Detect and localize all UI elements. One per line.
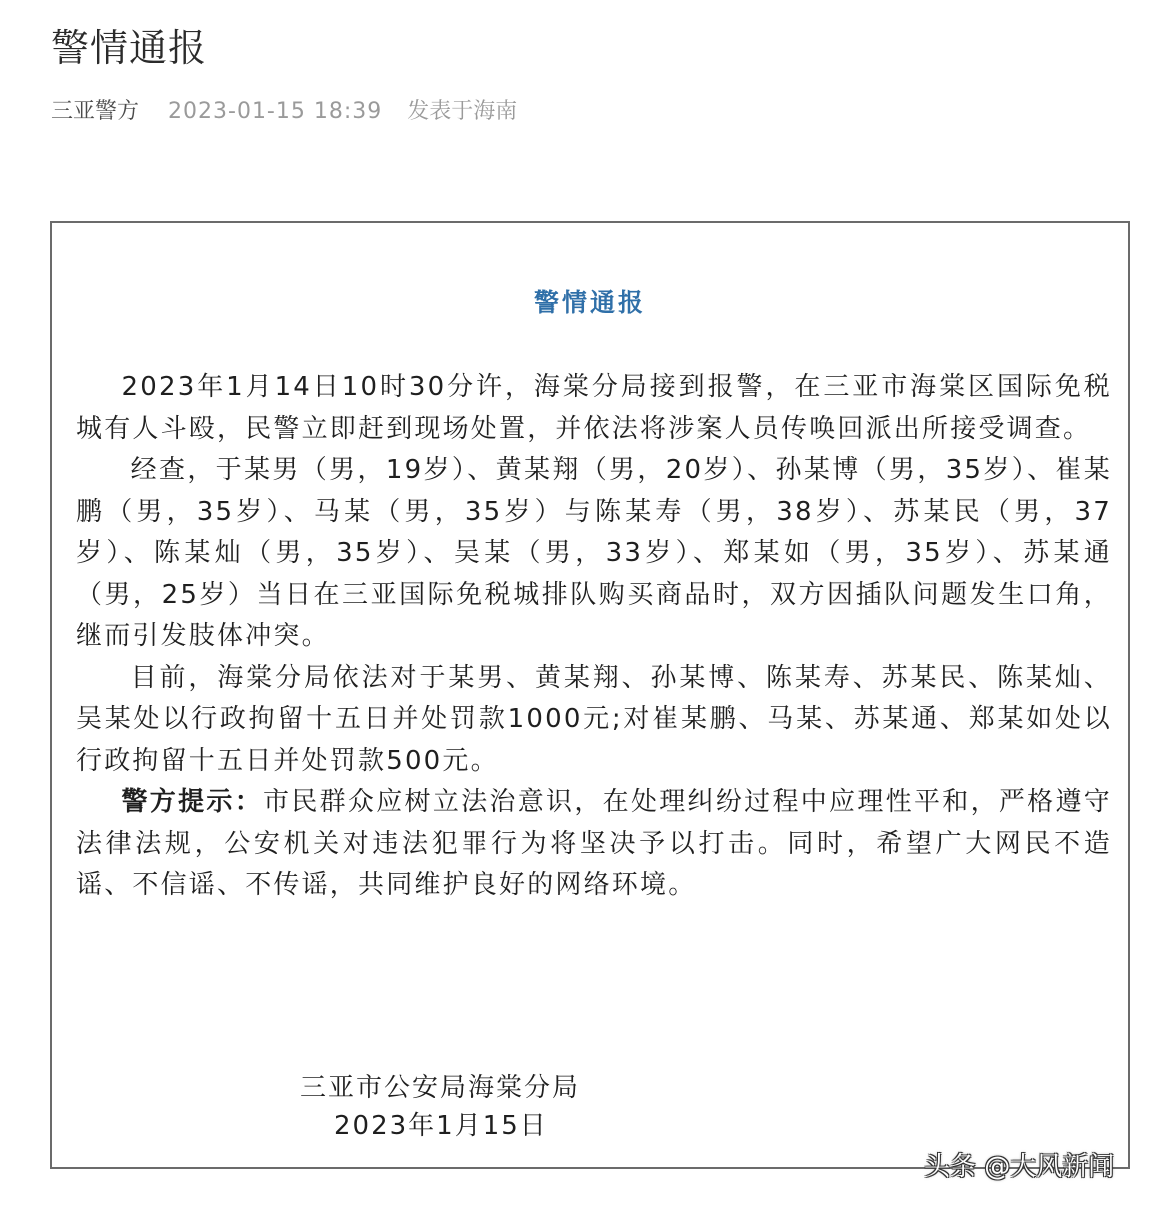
- signature-date: 2023年1月15日: [334, 1111, 548, 1141]
- signature-org: 三亚市公安局海棠分局: [300, 1073, 581, 1103]
- publish-time: 2023-01-15 18:39: [168, 99, 383, 124]
- publish-location: 发表于海南: [407, 99, 518, 124]
- notice-paragraph: [76, 658, 1112, 783]
- watermark: 头条 @大风新闻: [924, 1152, 1115, 1182]
- paragraph-text: 市民群众应树立法治意识，在处理纠纷过程中应理性平和，严格遵守法律法规，公安机关对违法犯罪行为将坚决予以打击。同时，希望广大网民不造谣、不信谣、不传谣，共同维护良好的网络环境。: [76, 787, 1112, 900]
- notice-paragraph: [76, 367, 1112, 450]
- article-meta: [51, 96, 517, 128]
- notice-body: [76, 367, 1112, 907]
- signature-block: [300, 1069, 580, 1145]
- page-title: 警情通报: [51, 26, 208, 70]
- paragraph-text: 目前，海棠分局依法对于某男、黄某翔、孙某博、陈某寿、苏某民、陈某灿、吴某处以行政拘留十五日并处罚款1000元;对崔某鹏、马某、苏某通、郑某如处以行政拘留十五日并处罚款500元。: [76, 662, 1112, 776]
- police-tip-label: 警方提示：: [121, 787, 264, 817]
- paragraph-text: 经查，于某男（男，19岁）、黄某翔（男，20岁）、孙某博（男，35岁）、崔某鹏（男，35岁）、马某（男，35岁）与陈某寿（男，38岁）、苏某民（男，37岁）、陈某灿（男，35岁）、吴某（男，33岁）、郑某如（男，35岁）、苏某通（男，25岁）当日在三亚国际免税城排队购买商品时，双方因插队问题发生口角，继而引发肢体冲突。: [76, 455, 1112, 651]
- paragraph-text: 2023年1月14日10时30分许，海棠分局接到报警，在三亚市海棠区国际免税城有人斗殴，民警立即赶到现场处置，并依法将涉案人员传唤回派出所接受调查。: [76, 372, 1112, 444]
- notice-image: [50, 221, 1130, 1169]
- notice-paragraph: [76, 450, 1112, 658]
- notice-heading: 警情通报: [533, 288, 646, 317]
- notice-paragraph: [76, 782, 1112, 907]
- author-link[interactable]: 三亚警方: [51, 99, 140, 124]
